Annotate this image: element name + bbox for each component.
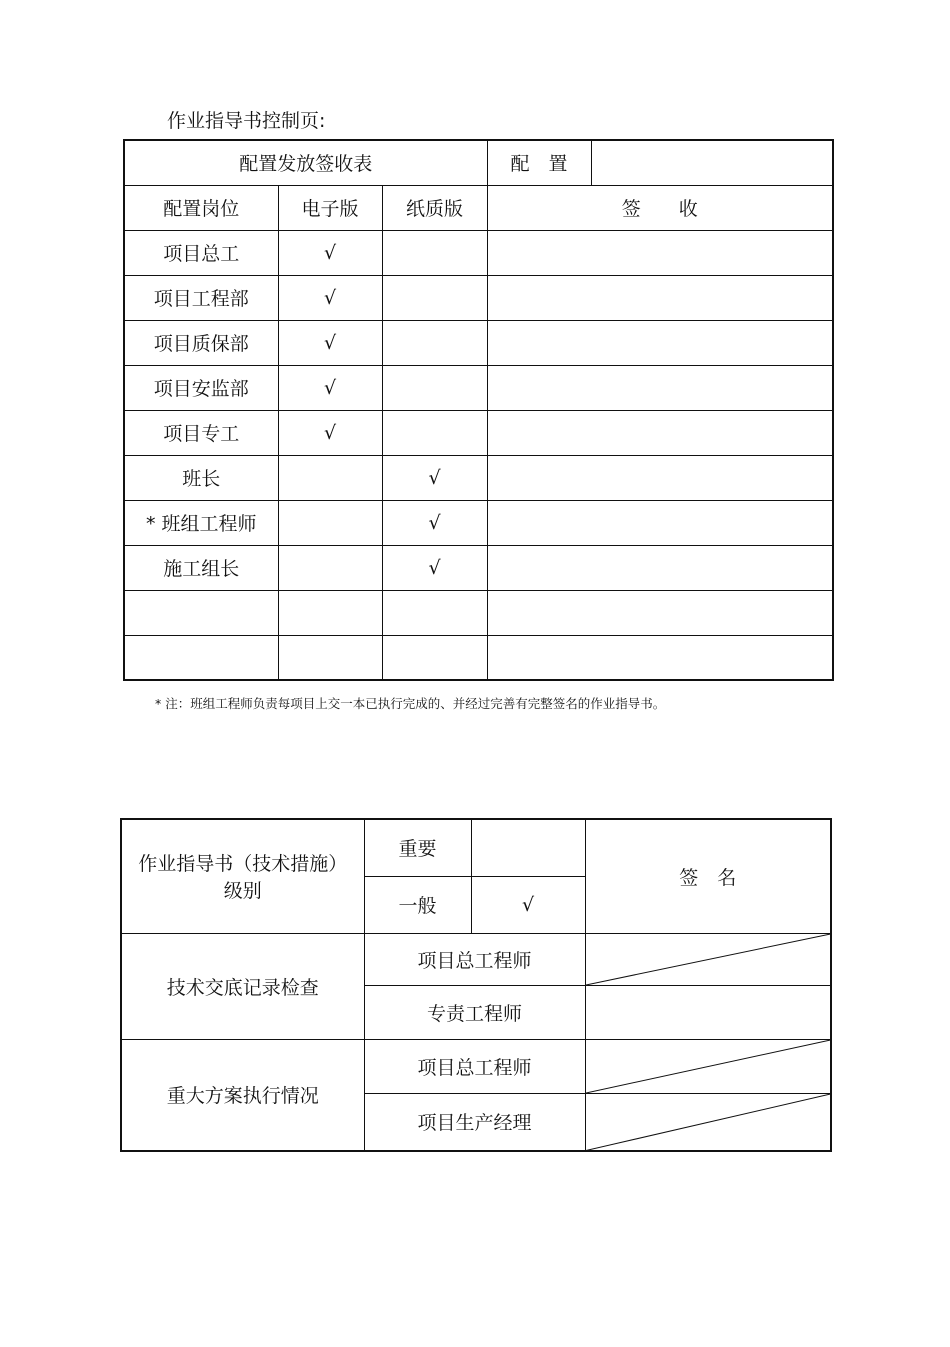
electronic-cell: √ [278, 275, 382, 320]
sign-cell[interactable] [487, 365, 833, 410]
post-cell [124, 590, 278, 635]
paper-cell [382, 320, 487, 365]
paper-cell: √ [382, 500, 487, 545]
plan-role-production-manager: 项目生产经理 [364, 1093, 585, 1151]
paper-cell [382, 410, 487, 455]
plan-role-chief-engineer: 项目总工程师 [364, 1039, 585, 1093]
post-cell: 项目总工 [124, 230, 278, 275]
table-row [124, 410, 833, 455]
signature-cell-crossed [585, 933, 831, 985]
col-sign: 签 收 [487, 185, 833, 230]
level-label-line1: 作业指导书（技术措施） [138, 853, 348, 876]
level-table [120, 818, 832, 1152]
signature-cell-crossed [585, 1039, 831, 1093]
config-value[interactable] [591, 140, 833, 185]
sign-label: 签 名 [585, 819, 831, 933]
sign-cell[interactable] [487, 230, 833, 275]
paper-cell: √ [382, 545, 487, 590]
sign-cell[interactable] [487, 545, 833, 590]
electronic-cell: √ [278, 410, 382, 455]
sign-cell[interactable] [487, 590, 833, 635]
sign-cell[interactable] [487, 275, 833, 320]
sign-cell[interactable] [487, 455, 833, 500]
important-label: 重要 [364, 819, 471, 876]
diagonal-strike [586, 1040, 831, 1093]
sign-cell[interactable] [487, 500, 833, 545]
level-label [121, 819, 364, 933]
paper-cell: √ [382, 455, 487, 500]
post-cell [124, 635, 278, 680]
electronic-cell [278, 500, 382, 545]
electronic-cell: √ [278, 230, 382, 275]
footnote: * 注：班组工程师负责每项目上交一本已执行完成的、并经过完善有完整签名的作业指导书。 [155, 696, 666, 711]
electronic-cell: √ [278, 320, 382, 365]
paper-cell [382, 275, 487, 320]
important-mark[interactable] [471, 819, 585, 876]
signature-cell[interactable] [585, 985, 831, 1039]
paper-cell [382, 365, 487, 410]
table-row [124, 320, 833, 365]
distribution-table [123, 139, 834, 681]
post-cell: * 班组工程师 [124, 500, 278, 545]
tech-role-engineer: 专责工程师 [364, 985, 585, 1039]
signature-cell-crossed [585, 1093, 831, 1151]
distribution-header: 配置发放签收表 [124, 140, 487, 185]
major-plan-label: 重大方案执行情况 [121, 1039, 364, 1151]
sign-cell[interactable] [487, 635, 833, 680]
page-title: 作业指导书控制页: [167, 110, 326, 132]
post-cell: 项目专工 [124, 410, 278, 455]
diagonal-strike [586, 934, 831, 985]
sign-cell[interactable] [487, 410, 833, 455]
general-label: 一般 [364, 876, 471, 933]
general-mark[interactable]: √ [471, 876, 585, 933]
electronic-cell [278, 635, 382, 680]
table-row [124, 275, 833, 320]
post-cell: 班长 [124, 455, 278, 500]
post-cell: 项目质保部 [124, 320, 278, 365]
table-row [124, 455, 833, 500]
tech-role-chief-engineer: 项目总工程师 [364, 933, 585, 985]
tech-check-label: 技术交底记录检查 [121, 933, 364, 1039]
sign-cell[interactable] [487, 320, 833, 365]
paper-cell [382, 635, 487, 680]
table-row [124, 635, 833, 680]
col-paper: 纸质版 [382, 185, 487, 230]
paper-cell [382, 230, 487, 275]
col-electronic: 电子版 [278, 185, 382, 230]
level-label-line2: 级别 [223, 880, 262, 903]
table-row [124, 545, 833, 590]
col-post: 配置岗位 [124, 185, 278, 230]
table-row [124, 230, 833, 275]
table-row [124, 590, 833, 635]
post-cell: 施工组长 [124, 545, 278, 590]
table-row [124, 365, 833, 410]
post-cell: 项目安监部 [124, 365, 278, 410]
paper-cell [382, 590, 487, 635]
electronic-cell [278, 455, 382, 500]
electronic-cell: √ [278, 365, 382, 410]
electronic-cell [278, 590, 382, 635]
config-label: 配 置 [487, 140, 591, 185]
electronic-cell [278, 545, 382, 590]
table-row [124, 500, 833, 545]
diagonal-strike [586, 1094, 831, 1151]
post-cell: 项目工程部 [124, 275, 278, 320]
